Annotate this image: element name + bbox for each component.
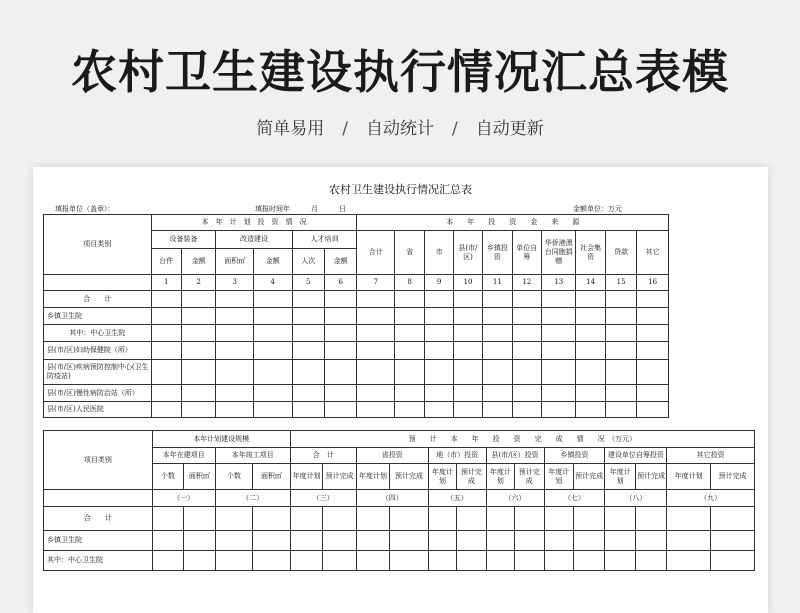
source-col-header: 社会集资 bbox=[576, 231, 605, 275]
col-header-units: 台件 bbox=[151, 249, 181, 275]
column-number: （六） bbox=[486, 490, 544, 507]
row-label: 乡镇卫生院 bbox=[44, 308, 152, 325]
row-label: 县(市/区)疾病预防控制中心(卫生防疫站) bbox=[44, 360, 152, 385]
table-row bbox=[44, 342, 669, 360]
subtitle-separator: / bbox=[342, 119, 348, 139]
source-col-header: 市 bbox=[425, 231, 453, 275]
table-row bbox=[44, 308, 669, 325]
column-number: 3 bbox=[216, 275, 254, 291]
table-row bbox=[44, 507, 755, 531]
col-header-people: 人次 bbox=[292, 249, 324, 275]
col-header-annual-plan: 年度计划 bbox=[544, 464, 573, 490]
table-row bbox=[44, 291, 669, 308]
col-header-expected: 预计完成 bbox=[457, 464, 486, 490]
column-number: 4 bbox=[253, 275, 292, 291]
column-number: 14 bbox=[576, 275, 605, 291]
col-header-expected: 预计完成 bbox=[515, 464, 544, 490]
column-number: （二） bbox=[215, 490, 290, 507]
investment-completion-table bbox=[43, 430, 755, 571]
col-header-count: 个数 bbox=[215, 464, 253, 490]
document-title: 农村卫生建设执行情况汇总表 bbox=[329, 183, 472, 196]
reporting-unit-label: 填报单位（盖章）： bbox=[55, 205, 115, 213]
col-header-expected: 预计完成 bbox=[573, 464, 604, 490]
group-header: 地（市）投资 bbox=[428, 448, 486, 464]
source-col-header: 省 bbox=[394, 231, 424, 275]
source-col-header: 华侨港澳台同胞捐赠 bbox=[541, 231, 575, 275]
column-number-row bbox=[44, 275, 669, 291]
column-number: 7 bbox=[357, 275, 395, 291]
table-row bbox=[44, 551, 755, 571]
equipment-header: 设备装备 bbox=[151, 231, 216, 249]
col-header-expected: 预计完成 bbox=[323, 464, 357, 490]
document-sheet bbox=[33, 167, 768, 613]
column-number: 10 bbox=[453, 275, 482, 291]
column-number: 13 bbox=[541, 275, 575, 291]
col-header-amount: 金额 bbox=[181, 249, 215, 275]
column-number: 8 bbox=[394, 275, 424, 291]
source-col-header: 乡镇投资 bbox=[483, 231, 512, 275]
row-label: 其中：中心卫生院 bbox=[44, 551, 153, 571]
source-col-header: 其它 bbox=[637, 231, 669, 275]
column-number: 12 bbox=[512, 275, 541, 291]
group-header: 省投资 bbox=[356, 448, 428, 464]
row-label: 县(市/区)人民医院 bbox=[44, 402, 152, 418]
col-header-area: 面积㎡ bbox=[216, 249, 254, 275]
column-number: 2 bbox=[181, 275, 215, 291]
row-label: 县(市/区)慢性病防治站（所） bbox=[44, 385, 152, 402]
source-col-header: 合计 bbox=[357, 231, 395, 275]
completed-header: 本年竣工项目 bbox=[215, 448, 290, 464]
group-header: 县(市/区）投资 bbox=[486, 448, 544, 464]
column-number: （四） bbox=[356, 490, 428, 507]
table-row bbox=[44, 360, 669, 385]
group-header: 乡镇投资 bbox=[544, 448, 605, 464]
banner-title: 农村卫生建设执行情况汇总表模 bbox=[71, 45, 729, 99]
col-header-area: 面积㎡ bbox=[253, 464, 291, 490]
col-header-amount: 金额 bbox=[253, 249, 292, 275]
column-number: 15 bbox=[605, 275, 636, 291]
banner-subtitle bbox=[0, 114, 800, 139]
source-col-header: 贷款 bbox=[605, 231, 636, 275]
row-label: 县(市/区)妇幼保健院（所） bbox=[44, 342, 152, 360]
table-row bbox=[44, 531, 755, 551]
renovation-header: 改造建设 bbox=[216, 231, 292, 249]
project-type-header: 项目类别 bbox=[44, 431, 153, 490]
col-header-expected: 预计完成 bbox=[390, 464, 429, 490]
in-progress-header: 本年在建项目 bbox=[152, 448, 215, 464]
column-number: 1 bbox=[151, 275, 181, 291]
amount-unit-label: 金额单位：万元 bbox=[573, 205, 622, 213]
col-header-annual-plan: 年度计划 bbox=[290, 464, 322, 490]
column-number: （九） bbox=[667, 490, 755, 507]
col-header-area: 面积㎡ bbox=[184, 464, 215, 490]
column-number: 6 bbox=[324, 275, 356, 291]
column-number: （七） bbox=[544, 490, 605, 507]
column-number: （八） bbox=[605, 490, 667, 507]
reporting-time-label: 填报时间年 月 日 bbox=[255, 205, 346, 213]
build-scale-header: 本年计划建设规模 bbox=[152, 431, 290, 448]
project-type-header: 项目类别 bbox=[44, 215, 152, 275]
subtitle-item-auto-update: 自动更新 bbox=[475, 119, 544, 139]
column-number: （一） bbox=[152, 490, 215, 507]
row-label-total: 合 计 bbox=[44, 507, 153, 531]
source-col-header: 单位自筹 bbox=[512, 231, 541, 275]
forecast-completion-header: 预 计 本 年 投 资 完 成 情 况 （万元） bbox=[290, 431, 754, 448]
row-label: 其中：中心卫生院 bbox=[44, 325, 152, 342]
col-header-annual-plan: 年度计划 bbox=[356, 464, 390, 490]
source-col-header: 县(市/区) bbox=[453, 231, 482, 275]
row-label-total: 合 计 bbox=[44, 291, 152, 308]
col-header-expected: 预计完成 bbox=[635, 464, 666, 490]
subtitle-item-easy: 简单易用 bbox=[256, 119, 325, 139]
funding-source-header: 本 年 投 资 金 来 源 bbox=[357, 215, 669, 231]
column-number-row bbox=[44, 490, 755, 507]
column-number: 5 bbox=[292, 275, 324, 291]
group-header: 合 计 bbox=[290, 448, 356, 464]
column-number: 11 bbox=[483, 275, 512, 291]
row-label: 乡镇卫生院 bbox=[44, 531, 153, 551]
table-row bbox=[44, 385, 669, 402]
column-number: 16 bbox=[637, 275, 669, 291]
col-header-amount: 金额 bbox=[324, 249, 356, 275]
investment-plan-table bbox=[43, 214, 669, 418]
column-number: （五） bbox=[428, 490, 486, 507]
table-row bbox=[44, 402, 669, 418]
plan-investment-header: 本 年 计 划 投 资 情 况 bbox=[151, 215, 357, 231]
col-header-expected: 预计完成 bbox=[710, 464, 754, 490]
col-header-annual-plan: 年度计划 bbox=[486, 464, 514, 490]
col-header-annual-plan: 年度计划 bbox=[428, 464, 456, 490]
subtitle-separator: / bbox=[452, 119, 458, 139]
column-number: （三） bbox=[290, 490, 356, 507]
col-header-annual-plan: 年度计划 bbox=[605, 464, 635, 490]
group-header: 建设单位自筹投资 bbox=[605, 448, 667, 464]
talent-training-header: 人才培训 bbox=[292, 231, 357, 249]
col-header-count: 个数 bbox=[152, 464, 183, 490]
column-number: 9 bbox=[425, 275, 453, 291]
col-header-annual-plan: 年度计划 bbox=[667, 464, 711, 490]
subtitle-item-auto-stat: 自动统计 bbox=[366, 119, 434, 139]
group-header: 其它投资 bbox=[667, 448, 755, 464]
table-row bbox=[44, 325, 669, 342]
